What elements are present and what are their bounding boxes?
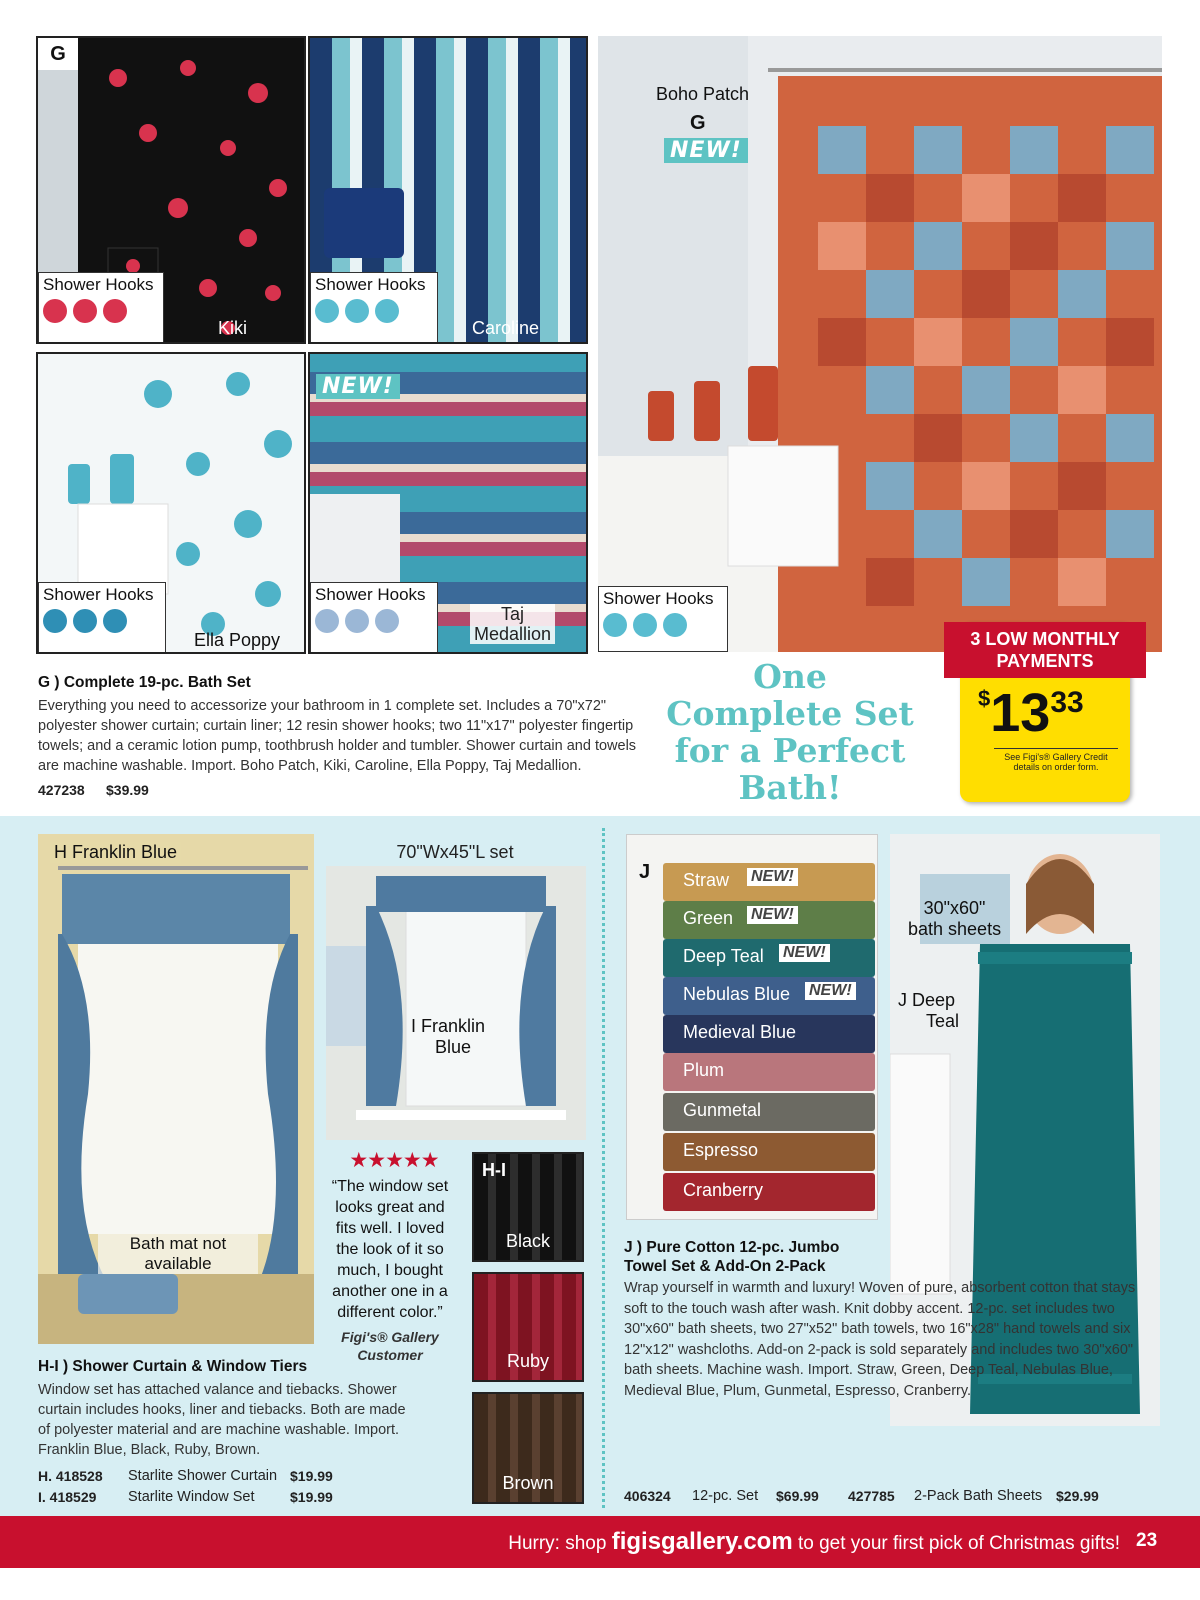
towel-plum (663, 1053, 875, 1091)
j-item-price-1: $69.99 (776, 1488, 819, 1504)
swatch-brown-label: Brown (502, 1473, 554, 1493)
ella-hooks-box (38, 582, 166, 654)
bath-mat-line1: Bath mat not (129, 1234, 227, 1253)
window-curtain-art (326, 866, 586, 1140)
towel-gunmetal-label: Gunmetal (683, 1100, 762, 1120)
payment-badge (960, 622, 1130, 802)
boho-letter: G (690, 112, 706, 134)
i-item-code: I. 418529 (38, 1489, 97, 1505)
towel-nebulas-blue-new: NEW! (805, 982, 856, 1000)
h-item-name: Starlite Shower Curtain (128, 1468, 278, 1484)
j-item-list (624, 1488, 1099, 1504)
payment-dollar: $ (978, 686, 991, 711)
boho-photo (598, 36, 1162, 652)
payment-amount (978, 683, 1084, 743)
promo-headline (660, 658, 920, 806)
j-item-name-1: 12-pc. Set (692, 1488, 759, 1504)
boho-name: Boho Patch (656, 84, 750, 104)
g-price: $39.99 (106, 782, 149, 798)
towel-medieval-blue-label: Medieval Blue (683, 1022, 797, 1042)
page-number: 23 (1136, 1530, 1158, 1551)
towel-stack-photo (626, 834, 878, 1220)
review-quote: “The window set looks great and fits well. I loved the look of it so much, I bought another one in a different color.” (331, 1178, 449, 1321)
payment-cents: 33 (1050, 686, 1084, 719)
swatch-black-label: Black (505, 1231, 550, 1251)
footer-text (0, 1528, 1120, 1556)
payment-banner (944, 622, 1146, 678)
medallion-hook-icon (315, 609, 339, 633)
taj-hooks-box (310, 582, 438, 654)
g-body: Everything you need to accessorize your bathroom in 1 complete set. Includes a 70"x72" polyester shower curtain; curtain liner; 12 resin shower hooks; two 11"x17" polyester fingertip towels; and a ceramic lotion pump, toothbrush holder and tumbler. Shower curtain and towels are machine washable. Import. Boho Patch, Kiki, Caroline, Ella Poppy, Taj Medallion. (38, 698, 637, 774)
payment-note-line1: See Figi's® Gallery Credit (1004, 752, 1108, 762)
i-item-name: Starlite Window Set (128, 1489, 255, 1505)
h-heading: H-I ) Shower Curtain & Window Tiers (38, 1358, 308, 1375)
kiki-letter: G (38, 38, 78, 70)
towel-straw (663, 863, 875, 901)
review-stars: ★★★★★ (349, 1149, 439, 1172)
swatch-ruby (472, 1272, 584, 1382)
model-label-line1: J Deep (898, 990, 956, 1010)
kiki-hooks-label: Shower Hooks (43, 275, 154, 294)
boho-hooks-label: Shower Hooks (603, 589, 714, 608)
taj-name-tag (470, 604, 555, 644)
promo-line2: Complete Set (666, 694, 914, 733)
promo-line4: Bath! (738, 768, 842, 807)
i-item-row (38, 1487, 333, 1508)
sheet-size-line2: bath sheets (908, 919, 1002, 939)
j-body: Wrap yourself in warmth and luxury! Woven of pure, absorbent cotton that stays soft to the touch wash after wash. Knit dobby accent. 12-pc. set includes two 30"x60" bath sheets, two 27"x52" bath towels, two 16"x28" hand towels and six 12"x12" washcloths. Add-on 2-pack is sold separately and includes two 30"x60" bath sheets. Machine wash. Import. Straw, Green, Deep Teal, Nebulas Blue, Medieval Blue, Plum, Gunmetal, Espresso, Cranberry. (624, 1280, 1136, 1399)
towel-straw-label: Straw (683, 870, 730, 890)
swatch-letter: H-I (482, 1160, 506, 1180)
rose-hook-icon (43, 299, 67, 323)
review-author (328, 1328, 452, 1364)
review-author-line2: Customer (357, 1347, 423, 1363)
towel-nebulas-blue-label: Nebulas Blue (683, 984, 791, 1004)
h-item-price: $19.99 (290, 1468, 333, 1484)
promo-line1: One (753, 657, 827, 696)
h-body: Window set has attached valance and tiebacks. Shower curtain includes hooks, liner and tiebacks. Both are made of polyester material and are machine washable. Import. Franklin Blue, Black, Ruby, Brown. (38, 1382, 406, 1458)
kiki-name: Kiki (218, 318, 248, 338)
model-label (898, 990, 959, 1032)
medallion-hook-icon (375, 609, 399, 633)
h-shower-photo (38, 834, 314, 1344)
bath-mat-line2: available (144, 1254, 212, 1273)
kiki-photo (36, 36, 306, 344)
j-heading-line2: Towel Set & Add-On 2-Pack (624, 1258, 826, 1275)
towel-green (663, 901, 875, 939)
rose-hook-icon (103, 299, 127, 323)
review-author-line1: Figi's® Gallery (341, 1329, 439, 1345)
towel-deep-teal-new: NEW! (779, 944, 830, 962)
snowflake-hook-icon (345, 299, 369, 323)
window-photo (326, 866, 586, 1140)
snowflake-hook-icon (315, 299, 339, 323)
ella-name: Ella Poppy (194, 630, 281, 650)
j-heading-line1: J ) Pure Cotton 12-pc. Jumbo (624, 1239, 840, 1256)
footer-pre: Hurry: shop (508, 1533, 607, 1554)
sheet-size-line1: 30"x60" (923, 898, 986, 918)
i-item-price: $19.99 (290, 1489, 333, 1505)
window-label (408, 1016, 488, 1058)
h-photo-label: H Franklin Blue (50, 842, 181, 863)
taj-name-line1: Taj (501, 604, 525, 624)
towel-nebulas-blue (663, 977, 875, 1015)
towel-plum-label: Plum (683, 1060, 725, 1080)
taj-new-badge: NEW! (316, 374, 400, 399)
footer-site-link[interactable]: figisgallery.com (611, 1528, 793, 1555)
payment-banner-line1: 3 LOW MONTHLY (970, 629, 1120, 649)
window-label-line1: I Franklin (411, 1016, 486, 1036)
sheet-size-label (908, 898, 1001, 940)
caroline-photo (308, 36, 588, 344)
caroline-towels (324, 188, 404, 258)
j-item-code-2: 427785 (848, 1488, 895, 1504)
j-letter: J (639, 861, 651, 883)
payment-banner-line2: PAYMENTS (996, 651, 1094, 671)
swatch-brown (472, 1392, 584, 1504)
towel-straw-new: NEW! (747, 868, 798, 886)
towel-green-new: NEW! (747, 906, 798, 924)
promo-line3: for a Perfect (674, 731, 906, 770)
j-item-code-1: 406324 (624, 1488, 671, 1504)
towel-deep-teal-label: Deep Teal (683, 946, 764, 966)
section-divider (602, 828, 605, 1508)
boho-new-badge: NEW! (664, 138, 748, 163)
taj-photo (308, 352, 588, 654)
caroline-hooks-label: Shower Hooks (315, 275, 426, 294)
flower-hook-icon (603, 613, 627, 637)
h-item-code: H. 418528 (38, 1468, 103, 1484)
g-sku: 427238 (38, 782, 85, 798)
j-item-name-2: 2-Pack Bath Sheets (914, 1488, 1043, 1504)
towel-espresso (663, 1133, 875, 1171)
taj-hooks-label: Shower Hooks (315, 585, 426, 604)
j-heading (624, 1238, 839, 1276)
medallion-hook-icon (345, 609, 369, 633)
poppy-hook-icon (103, 609, 127, 633)
window-label-line2: Blue (435, 1037, 472, 1057)
h-item-list (38, 1466, 333, 1508)
flower-hook-icon (663, 613, 687, 637)
swatch-black (472, 1152, 584, 1262)
boho-curtain-pattern (598, 36, 1162, 652)
towel-deep-teal (663, 939, 875, 977)
h-item-row (38, 1466, 333, 1487)
caroline-hooks-box (310, 272, 438, 344)
payment-note-line2: details on order form. (1013, 762, 1099, 772)
payment-whole: 13 (990, 683, 1051, 743)
snowflake-hook-icon (375, 299, 399, 323)
payment-rule (994, 748, 1118, 749)
poppy-hook-icon (43, 609, 67, 633)
bath-mat-note (98, 1234, 258, 1274)
taj-name-line2: Medallion (474, 624, 552, 644)
flower-hook-icon (633, 613, 657, 637)
payment-note (994, 752, 1118, 772)
towel-cranberry-label: Cranberry (683, 1180, 764, 1200)
ella-hooks-label: Shower Hooks (43, 585, 154, 604)
towel-green-label: Green (683, 908, 734, 928)
poppy-hook-icon (73, 609, 97, 633)
kiki-hooks-box (38, 272, 164, 344)
towel-medieval-blue (663, 1015, 875, 1053)
towel-espresso-label: Espresso (683, 1140, 759, 1160)
rose-hook-icon (73, 299, 97, 323)
model-label-line2: Teal (926, 1011, 960, 1031)
g-heading: G ) Complete 19-pc. Bath Set (38, 674, 251, 691)
boho-hooks-box (598, 586, 728, 652)
caroline-name: Caroline (472, 318, 540, 338)
footer-post: to get your first pick of Christmas gifts! (797, 1533, 1120, 1554)
ella-photo (36, 352, 306, 654)
towel-gunmetal (663, 1093, 875, 1131)
j-item-price-2: $29.99 (1056, 1488, 1099, 1504)
window-size-label: 70"Wx45"L set (396, 842, 514, 862)
towel-cranberry (663, 1173, 875, 1211)
swatch-ruby-label: Ruby (506, 1351, 550, 1371)
